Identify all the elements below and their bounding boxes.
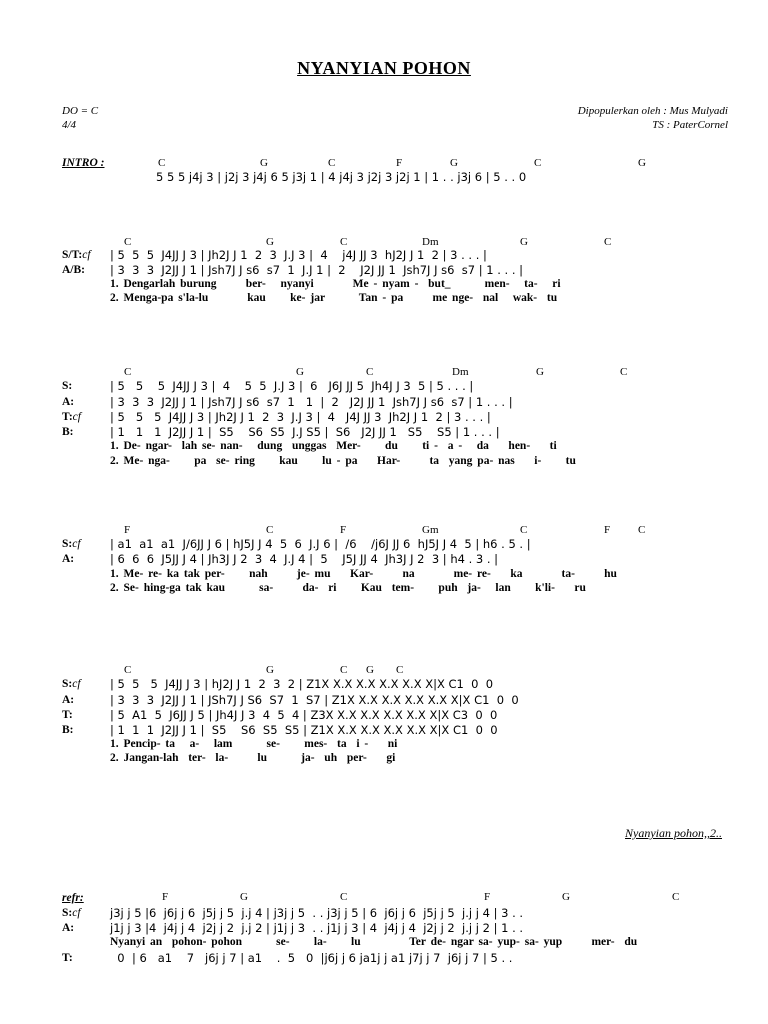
chord: C <box>620 366 628 378</box>
voice-label: S:cf <box>62 678 81 690</box>
lyric-line: 2. Menga-pa s'la-lu kau ke- jar Tan - pa me nge- nal wak- tu <box>110 292 558 304</box>
voice-label: T: <box>62 952 73 964</box>
chord: G <box>520 236 528 248</box>
chord: F <box>396 157 403 169</box>
notes-row: | 5 5 5 J4JJ J 3 | Jh2J J 1 2 3 J.J 3 | 4 J4J JJ 3 Jh2J J 1 2 | 3 . . . | <box>110 410 491 424</box>
notes-row: | 1 1 1 J2JJ J 1 | S5 S6 S5 S5 | Z1X X.X X.X X.X X.X X|X C1 0 0 <box>110 723 498 737</box>
notes-row: 0 | 6 a1 7 j6j j 7 | a1 . 5 0 |j6j j 6 ja1j j a1 j7j j 7 j6j j 7 | 5 . . <box>110 951 513 965</box>
voice-label: A: <box>62 694 75 706</box>
refrain-label: refr: <box>62 892 84 904</box>
voice-label: S: <box>62 380 73 392</box>
chord: C <box>604 236 612 248</box>
chord: Gm <box>422 524 439 536</box>
chord: C <box>124 366 132 378</box>
chord: F <box>124 524 131 536</box>
voice-label: S:cf <box>62 907 81 919</box>
lyric-line: 1. Dengarlah burung ber- nyanyi Me - nyam - but_ men- ta- ri <box>110 278 561 290</box>
chord: C <box>340 664 348 676</box>
continuation-note: Nyanyian pohon,,2.. <box>625 826 722 840</box>
notes-row: | 5 5 5 J4JJ J 3 | 4 5 5 J.J 3 | 6 J6J JJ 5 Jh4J J 3 5 | 5 . . . | <box>110 379 474 393</box>
chord: C <box>158 157 166 169</box>
chord: C <box>340 891 348 903</box>
lyric-line: Nyanyi an pohon- pohon se- la- lu Ter de- ngar sa- yup- sa- yup mer- du <box>110 936 638 948</box>
chord: C <box>638 524 646 536</box>
key-signature: DO = C <box>62 105 99 117</box>
chord: C <box>534 157 542 169</box>
notes-row: | 3 3 3 J2JJ J 1 | Jsh7J J s6 s7 1 1 | 2 J2J JJ 1 Jsh7J J s6 s7 | 1 . . . | <box>110 395 513 409</box>
chord: G <box>260 157 268 169</box>
lyric-line: 2. Jangan-lah ter- la- lu ja- uh per- gi <box>110 752 396 764</box>
chord: F <box>162 891 169 903</box>
chord: G <box>296 366 304 378</box>
time-signature: 4/4 <box>62 119 77 131</box>
chord: C <box>340 236 348 248</box>
voice-label: A: <box>62 922 75 934</box>
notes-row: | 6 6 6 J5JJ J 4 | Jh3J J 2 3 4 J.J 4 | 5 J5J JJ 4 Jh3J J 2 3 | h4 . 3 . | <box>110 552 499 566</box>
chord: C <box>396 664 404 676</box>
intro-chords <box>0 157 768 171</box>
popularized-by: Dipopulerkan oleh : Mus Mulyadi <box>577 105 728 117</box>
chord: G <box>536 366 544 378</box>
chord: F <box>340 524 347 536</box>
voice-label: T: <box>62 709 73 721</box>
voice-label: S/T:cf <box>62 249 91 261</box>
lyric-line: 1. Pencip- ta a- lam se- mes- ta i - ni <box>110 738 398 750</box>
chord: F <box>604 524 611 536</box>
chord: C <box>328 157 336 169</box>
lyric-line: 2. Me- nga- pa se- ring kau lu - pa Har- ta yang pa- nas i- tu <box>110 455 576 467</box>
lyric-line: 1. Me- re- ka tak per- nah je- mu Kar- na me- re- ka ta- hu <box>110 568 617 580</box>
chord: G <box>366 664 374 676</box>
chord: Dm <box>452 366 469 378</box>
intro-notes: 5 5 5 j4j 3 | j2j 3 j4j 6 5 j3j 1 | 4 j4j 3 j2j 3 j2j 1 | 1 . . j3j 6 | 5 . . 0 <box>156 170 527 184</box>
arranger: TS : PaterCornel <box>652 119 728 131</box>
lyric-line: 1. De- ngar- lah se- nan- dung unggas Mer- du ti - a - da hen- ti <box>110 440 557 452</box>
notes-row: j3j j 5 |6 j6j j 6 j5j j 5 j.j 4 | j3j j 5 . . j3j j 5 | 6 j6j j 6 j5j j 5 j.j j 4 | 3 . . <box>110 906 524 920</box>
chord: C <box>124 664 132 676</box>
lyric-line: 2. Se- hing-ga tak kau sa- da- ri Kau tem- puh ja- lan k'li- ru <box>110 582 586 594</box>
chord: G <box>562 891 570 903</box>
section-chords <box>0 366 768 380</box>
notes-row: | 3 3 3 J2JJ J 1 | Jsh7J J s6 s7 1 J.J 1 | 2 J2J JJ 1 Jsh7J J s6 s7 | 1 . . . | <box>110 263 524 277</box>
voice-label: S:cf <box>62 538 81 550</box>
notes-row: j1j j 3 |4 j4j j 4 j2j j 2 j.j 2 | j1j j 3 . . j1j j 3 | 4 j4j j 4 j2j j 2 j.j j 2 | 1 . . <box>110 921 524 935</box>
voice-label: B: <box>62 426 74 438</box>
notes-row: | 5 A1 5 J6JJ J 5 | Jh4J J 3 4 5 4 | Z3X X.X X.X X.X X.X X|X C3 0 0 <box>110 708 498 722</box>
chord: G <box>266 664 274 676</box>
refrain-chords <box>0 891 768 905</box>
notes-row: | 5 5 5 J4JJ J 3 | Jh2J J 1 2 3 J.J 3 | 4 j4J JJ 3 hJ2J J 1 2 | 3 . . . | <box>110 248 487 262</box>
song-meta-right <box>578 104 728 132</box>
voice-label: A: <box>62 553 75 565</box>
notes-row: | 1 1 1 J2JJ J 1 | S5 S6 S5 J.J S5 | S6 J2J JJ 1 S5 S5 | 1 . . . | <box>110 425 500 439</box>
intro-label: INTRO : <box>62 157 105 169</box>
chord: G <box>266 236 274 248</box>
song-title: NYANYIAN POHON <box>297 58 471 78</box>
section-chords <box>0 524 768 538</box>
notes-row: | 3 3 3 J2JJ J 1 | JSh7J J S6 S7 1 S7 | Z1X X.X X.X X.X X.X X|X C1 0 0 <box>110 693 519 707</box>
chord: F <box>484 891 491 903</box>
chord: C <box>672 891 680 903</box>
chord: G <box>638 157 646 169</box>
chord: G <box>450 157 458 169</box>
chord: C <box>124 236 132 248</box>
chord: Dm <box>422 236 439 248</box>
song-meta-left <box>62 104 98 132</box>
chord: C <box>520 524 528 536</box>
section-chords <box>0 664 768 678</box>
notes-row: | 5 5 5 J4JJ J 3 | hJ2J J 1 2 3 2 | Z1X X.X X.X X.X X.X X|X C1 0 0 <box>110 677 494 691</box>
voice-label: T:cf <box>62 411 81 423</box>
notes-row: | a1 a1 a1 J/6JJ J 6 | hJ5J J 4 5 6 J.J 6 | /6 /j6J JJ 6 hJ5J J 4 5 | h6 . 5 . | <box>110 537 531 551</box>
voice-label: A: <box>62 396 75 408</box>
voice-label: B: <box>62 724 74 736</box>
voice-label: A/B: <box>62 264 85 276</box>
chord: C <box>266 524 274 536</box>
chord: G <box>240 891 248 903</box>
chord: C <box>366 366 374 378</box>
